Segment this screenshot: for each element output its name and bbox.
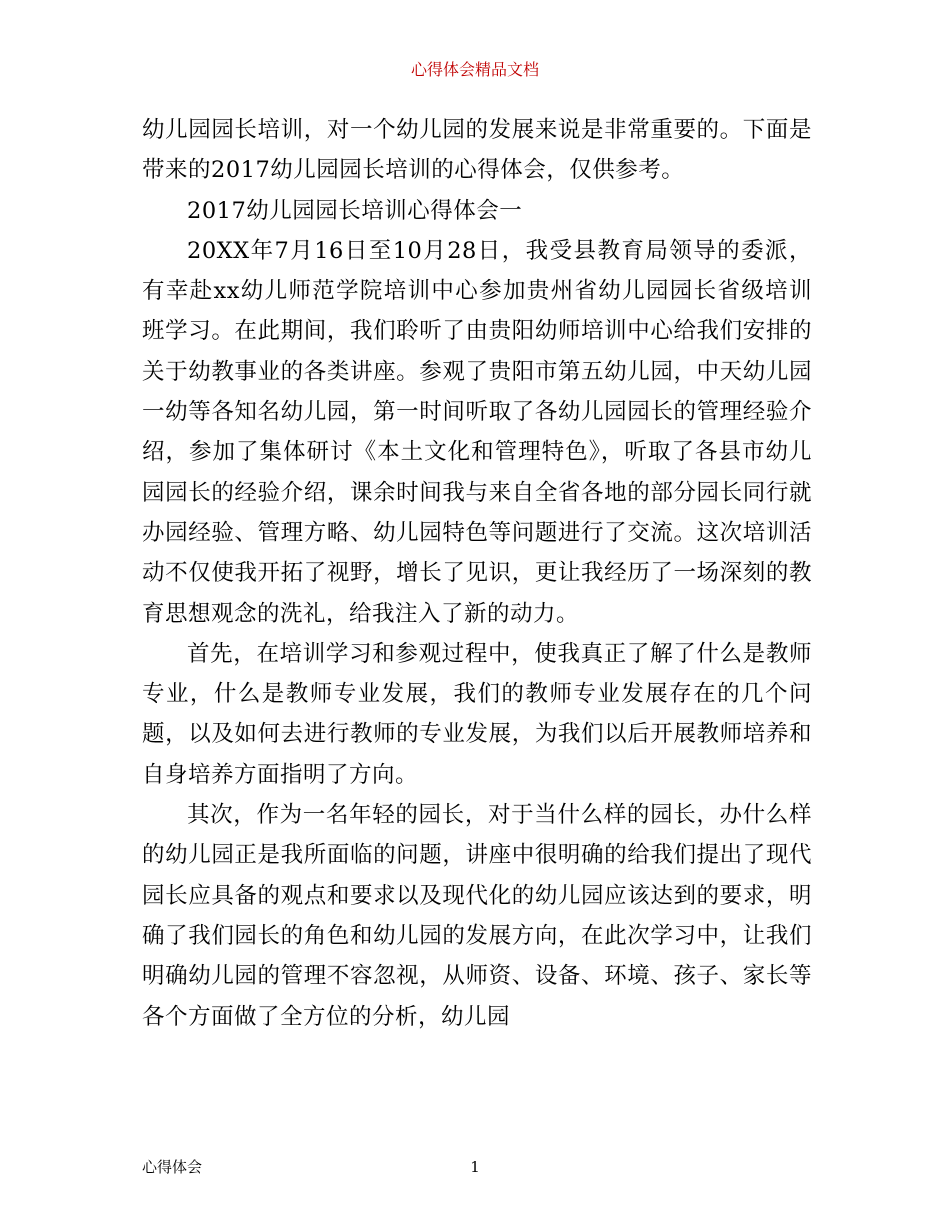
footer-label: 心得体会 (142, 1158, 203, 1176)
body-paragraph: 其次，作为一名年轻的园长，对于当什么样的园长，办什么样的幼儿园正是我所面临的问题，讲座中很明确的给我们提出了现代园长应具备的观点和要求以及现代化的幼儿园应该达到的要求，明确了我们园长的角色和幼儿园的发展方向，在此次学习中，让我们明确幼儿园的管理不容忽视，从师资、设备、环境、孩子、家长等各个方面做了全方位的分析，幼儿园 (142, 802, 812, 1030)
body-paragraph: 20XX年7月16日至10月28日，我受县教育局领导的委派，有幸赴xx幼儿师范学院培训中心参加贵州省幼儿园园长省级培训班学习。在此期间，我们聆听了由贵阳幼师培训中心给我们安排的关于幼教事业的各类讲座。参观了贵阳市第五幼儿园，中天幼儿园一幼等各知名幼儿园，第一时间听取了各幼儿园园长的管理经验介绍，参加了集体研讨《本土文化和管理特色》，听取了各县市幼儿园园长的经验介绍，课余时间我与来自全省各地的部分园长同行就办园经验、管理方略、幼儿园特色等问题进行了交流。这次培训活动不仅使我开拓了视野，增长了见识，更让我经历了一场深刻的教育思想观念的洗礼，给我注入了新的动力。 (142, 237, 812, 627)
intro-paragraph: 幼儿园园长培训，对一个幼儿园的发展来说是非常重要的。下面是带来的2017幼儿园园长培训的心得体会，仅供参考。 (142, 117, 812, 184)
page-number: 1 (470, 1158, 480, 1176)
section-heading: 2017幼儿园园长培训心得体会一 (187, 197, 523, 224)
header-title: 心得体会精品文档 (410, 60, 539, 79)
body-paragraph: 首先，在培训学习和参观过程中，使我真正了解了什么是教师专业，什么是教师专业发展，我们的教师专业发展存在的几个问题，以及如何去进行教师的专业发展，为我们以后开展教师培养和自身培养方面指明了方向。 (142, 640, 812, 788)
document-body (142, 110, 812, 1037)
